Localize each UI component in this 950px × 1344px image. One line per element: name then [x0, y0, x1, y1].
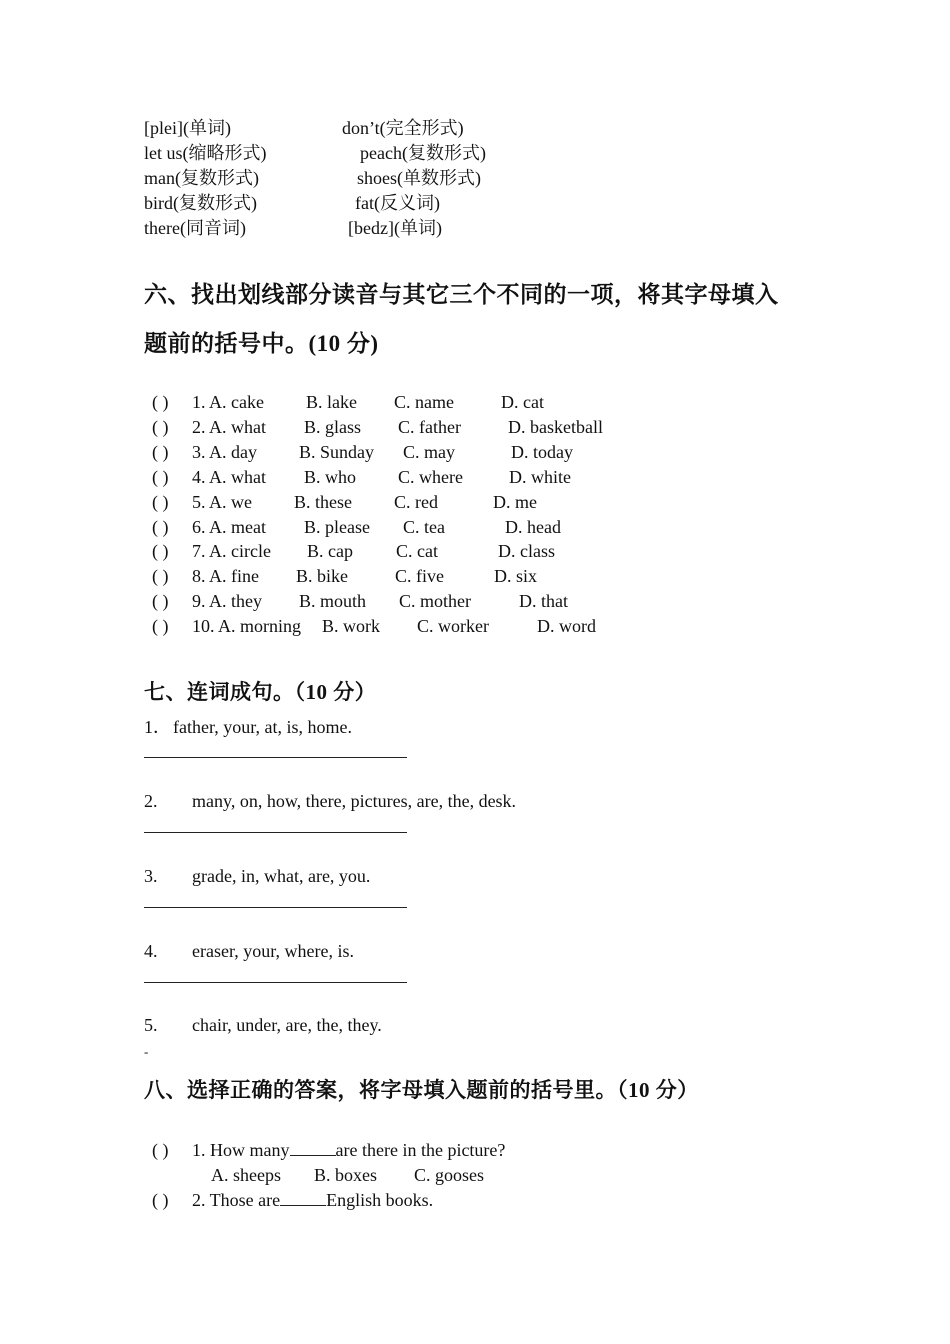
- answer-bracket[interactable]: ( ): [152, 517, 169, 537]
- list-item-number: 4.: [144, 941, 158, 961]
- option-c: C. worker: [417, 616, 489, 636]
- option-c: C. five: [395, 566, 444, 586]
- answer-bracket[interactable]: ( ): [152, 1140, 169, 1160]
- option-a: 2. A. what: [192, 417, 266, 437]
- option-b: B. cap: [307, 541, 353, 561]
- option-b: B. who: [304, 467, 357, 487]
- section6-title-line2: [144, 325, 379, 358]
- option-d: D. basketball: [508, 417, 603, 437]
- option-b: B. work: [322, 616, 380, 636]
- answer-bracket[interactable]: ( ): [152, 541, 169, 561]
- word-item: bird(复数形式): [144, 193, 257, 213]
- option-d: D. class: [498, 541, 555, 561]
- list-item-words: grade, in, what, are, you.: [192, 866, 371, 886]
- option-a: A. sheeps: [211, 1165, 281, 1185]
- option-a: 1. A. cake: [192, 392, 264, 412]
- word-item: don’t(完全形式): [342, 118, 464, 138]
- option-b: B. boxes: [314, 1165, 377, 1185]
- answer-bracket[interactable]: ( ): [152, 1190, 169, 1210]
- answer-line[interactable]: [144, 757, 407, 758]
- answer-bracket[interactable]: ( ): [152, 417, 169, 437]
- list-item-number: 3.: [144, 866, 158, 886]
- answer-blank[interactable]: [280, 1189, 326, 1206]
- option-d: D. that: [519, 591, 568, 611]
- list-item-words: father, your, at, is, home.: [173, 717, 353, 737]
- option-c: C. red: [394, 492, 438, 512]
- word-item: fat(反义词): [355, 193, 440, 213]
- option-a: 7. A. circle: [192, 541, 271, 561]
- option-a: 8. A. fine: [192, 566, 259, 586]
- question-before: 1. How many: [192, 1140, 290, 1160]
- answer-bracket[interactable]: ( ): [152, 591, 169, 611]
- answer-line[interactable]: [144, 907, 407, 908]
- list-item-words: eraser, your, where, is.: [192, 941, 354, 961]
- answer-bracket[interactable]: ( ): [152, 392, 169, 412]
- option-b: B. these: [294, 492, 352, 512]
- option-c: C. tea: [403, 517, 445, 537]
- option-a: 10. A. morning: [192, 616, 302, 636]
- option-b: B. bike: [296, 566, 348, 586]
- option-c: C. father: [398, 417, 461, 437]
- section6-title: 六、找出划线部分读音与其它三个不同的一项，将其字母填入: [144, 282, 779, 308]
- answer-bracket[interactable]: ( ): [152, 566, 169, 586]
- option-a: 5. A. we: [192, 492, 252, 512]
- option-d: D. word: [537, 616, 596, 636]
- section6-score: (10 分): [308, 331, 379, 356]
- answer-blank[interactable]: [290, 1139, 336, 1156]
- section7-score: （10 分）: [294, 680, 377, 704]
- option-d: D. me: [493, 492, 537, 512]
- option-a: 6. A. meat: [192, 517, 266, 537]
- answer-bracket[interactable]: ( ): [152, 616, 169, 636]
- section8-title-text: 八、选择正确的答案，将字母填入题前的括号里。: [144, 1078, 617, 1102]
- option-d: D. six: [494, 566, 538, 586]
- option-b: B. mouth: [299, 591, 367, 611]
- answer-bracket[interactable]: ( ): [152, 492, 169, 512]
- option-a: 3. A. day: [192, 442, 257, 462]
- list-item-number: 2.: [144, 791, 158, 811]
- list-item-number: 1．: [144, 717, 171, 737]
- list-item-number: 5.: [144, 1015, 158, 1035]
- option-c: C. cat: [396, 541, 438, 561]
- question-text: [192, 1189, 433, 1211]
- option-d: D. white: [509, 467, 571, 487]
- section6-title-text: 题前的括号中。: [144, 331, 309, 357]
- word-item: peach(复数形式): [360, 143, 486, 163]
- option-b: B. Sunday: [299, 442, 375, 462]
- stray-mark: -: [144, 1044, 149, 1059]
- question-text: [192, 1139, 505, 1161]
- option-c: C. name: [394, 392, 454, 412]
- section8-title: [144, 1074, 699, 1104]
- section8-score: （10 分）: [617, 1078, 699, 1102]
- word-item: [bedz](单词): [348, 218, 442, 238]
- answer-bracket[interactable]: ( ): [152, 467, 169, 487]
- word-item: there(同音词): [144, 218, 246, 238]
- option-b: B. glass: [304, 417, 362, 437]
- option-b: B. lake: [306, 392, 357, 412]
- answer-bracket[interactable]: ( ): [152, 442, 169, 462]
- option-a: 4. A. what: [192, 467, 266, 487]
- option-c: C. may: [403, 442, 455, 462]
- option-c: C. where: [398, 467, 463, 487]
- section7-title: [144, 676, 376, 706]
- word-item: shoes(单数形式): [357, 168, 481, 188]
- list-item-words: chair, under, are, the, they.: [192, 1015, 382, 1035]
- question-before: 2. Those are: [192, 1190, 281, 1210]
- word-item: [plei](单词): [144, 118, 231, 138]
- option-d: D. head: [505, 517, 561, 537]
- option-d: D. today: [511, 442, 573, 462]
- option-c: C. gooses: [414, 1165, 485, 1185]
- option-c: C. mother: [399, 591, 471, 611]
- list-item-words: many, on, how, there, pictures, are, the, desk.: [192, 791, 517, 811]
- answer-line[interactable]: [144, 982, 407, 983]
- question-after: English books.: [326, 1190, 434, 1210]
- option-d: D. cat: [501, 392, 544, 412]
- question-after: are there in the picture?: [335, 1140, 506, 1160]
- section7-title-text: 七、连词成句。: [144, 680, 295, 704]
- option-b: B. please: [304, 517, 370, 537]
- word-item: man(复数形式): [144, 168, 259, 188]
- word-item: let us(缩略形式): [144, 143, 267, 163]
- option-a: 9. A. they: [192, 591, 262, 611]
- answer-line[interactable]: [144, 832, 407, 833]
